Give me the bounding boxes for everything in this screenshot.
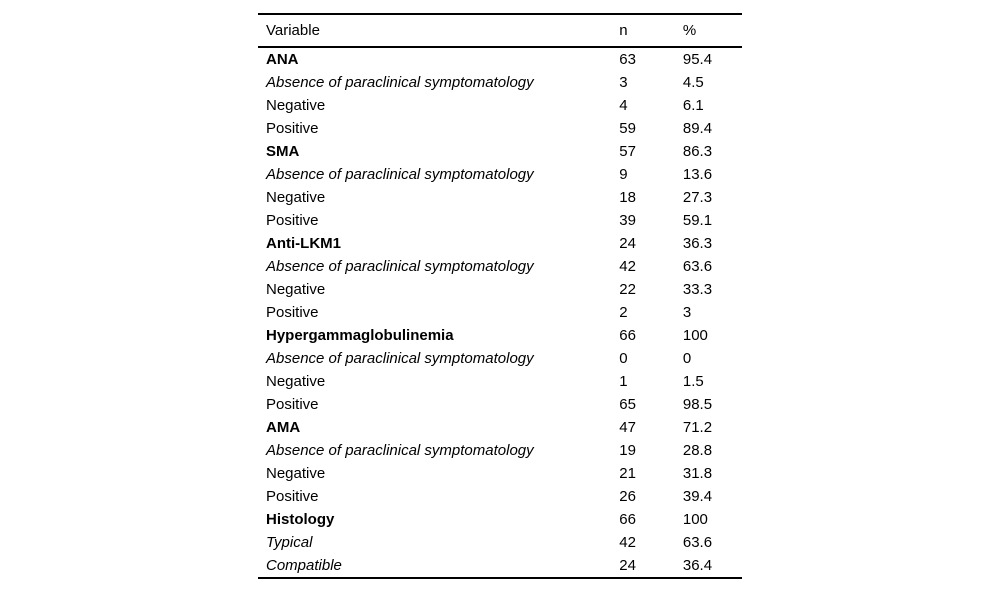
table-row (258, 462, 742, 485)
row-variable-label: Positive (266, 304, 319, 321)
row-n-value: 39 (619, 212, 636, 229)
row-n-value: 21 (619, 465, 636, 482)
row-variable-label: Absence of paraclinical symptomatology (266, 258, 534, 275)
table-row (258, 416, 742, 439)
column-header-variable: Variable (266, 22, 320, 39)
row-variable-label: Anti-LKM1 (266, 235, 341, 252)
row-percent-value: 0 (682, 350, 692, 367)
row-variable-label: Positive (266, 120, 319, 137)
row-n-value: 65 (619, 396, 636, 413)
row-variable-label: Hypergammaglobulinemia (266, 327, 454, 344)
table-header-row (258, 14, 742, 47)
table-row (258, 508, 742, 531)
row-n-value: 18 (619, 189, 636, 206)
row-percent-value: 100 (682, 327, 708, 344)
row-percent-value: 100 (682, 511, 708, 528)
row-percent-value: 63.6 (682, 534, 713, 551)
row-percent-value: 63.6 (682, 258, 713, 275)
row-n-value: 63 (619, 51, 636, 68)
row-percent-value: 28.8 (682, 442, 713, 459)
row-variable-label: AMA (266, 419, 301, 436)
table-row (258, 140, 742, 163)
row-variable-label: Typical (266, 534, 313, 551)
table-row (258, 393, 742, 416)
table-row (258, 255, 742, 278)
table-row (258, 531, 742, 554)
row-variable-label: Histology (266, 511, 335, 528)
row-percent-value: 89.4 (682, 120, 713, 137)
variables-table (258, 13, 742, 579)
row-variable-label: Absence of paraclinical symptomatology (266, 166, 534, 183)
row-n-value: 59 (619, 120, 636, 137)
table-row (258, 370, 742, 393)
row-variable-label: Compatible (266, 557, 342, 574)
row-percent-value: 36.4 (682, 557, 713, 574)
row-n-value: 42 (619, 534, 636, 551)
column-header-n: n (619, 22, 628, 39)
row-variable-label: Absence of paraclinical symptomatology (266, 350, 534, 367)
table-row (258, 278, 742, 301)
row-percent-value: 71.2 (682, 419, 713, 436)
row-percent-value: 1.5 (682, 373, 704, 390)
row-n-value: 42 (619, 258, 636, 275)
row-n-value: 22 (619, 281, 636, 298)
row-n-value: 1 (619, 373, 628, 390)
row-variable-label: Negative (266, 281, 326, 298)
row-percent-value: 39.4 (682, 488, 713, 505)
table-row (258, 324, 742, 347)
row-variable-label: Negative (266, 465, 326, 482)
column-header-percent: % (682, 22, 697, 39)
table-row (258, 301, 742, 324)
row-variable-label: ANA (266, 51, 299, 68)
row-percent-value: 86.3 (682, 143, 713, 160)
row-variable-label: Positive (266, 212, 319, 229)
row-percent-value: 27.3 (682, 189, 713, 206)
row-percent-value: 98.5 (682, 396, 713, 413)
row-percent-value: 13.6 (682, 166, 713, 183)
row-variable-label: Negative (266, 189, 326, 206)
row-n-value: 9 (619, 166, 628, 183)
row-percent-value: 4.5 (682, 74, 704, 91)
row-n-value: 4 (619, 97, 628, 114)
table-row (258, 47, 742, 71)
row-variable-label: Absence of paraclinical symptomatology (266, 442, 534, 459)
row-n-value: 0 (619, 350, 628, 367)
row-percent-value: 95.4 (682, 51, 713, 68)
row-n-value: 24 (619, 235, 636, 252)
table-row (258, 485, 742, 508)
row-percent-value: 31.8 (682, 465, 713, 482)
row-variable-label: Positive (266, 488, 319, 505)
row-n-value: 3 (619, 74, 628, 91)
row-n-value: 66 (619, 327, 636, 344)
table-row (258, 94, 742, 117)
row-n-value: 47 (619, 419, 636, 436)
table-row (258, 186, 742, 209)
row-n-value: 26 (619, 488, 636, 505)
table-row (258, 439, 742, 462)
row-percent-value: 33.3 (682, 281, 713, 298)
row-n-value: 2 (619, 304, 628, 321)
row-n-value: 66 (619, 511, 636, 528)
table-row (258, 554, 742, 578)
table-row (258, 117, 742, 140)
row-variable-label: Positive (266, 396, 319, 413)
row-percent-value: 3 (682, 304, 692, 321)
table-row (258, 71, 742, 94)
row-variable-label: Negative (266, 373, 326, 390)
row-n-value: 19 (619, 442, 636, 459)
table-row (258, 209, 742, 232)
table-row (258, 232, 742, 255)
table-row (258, 163, 742, 186)
table-row (258, 347, 742, 370)
row-n-value: 57 (619, 143, 636, 160)
row-percent-value: 6.1 (682, 97, 704, 114)
row-variable-label: Absence of paraclinical symptomatology (266, 74, 534, 91)
row-variable-label: Negative (266, 97, 326, 114)
table-header (258, 14, 742, 47)
paper-table-container (258, 13, 742, 579)
row-n-value: 24 (619, 557, 636, 574)
row-variable-label: SMA (266, 143, 300, 160)
row-percent-value: 36.3 (682, 235, 713, 252)
row-percent-value: 59.1 (682, 212, 713, 229)
table-body (258, 47, 742, 578)
